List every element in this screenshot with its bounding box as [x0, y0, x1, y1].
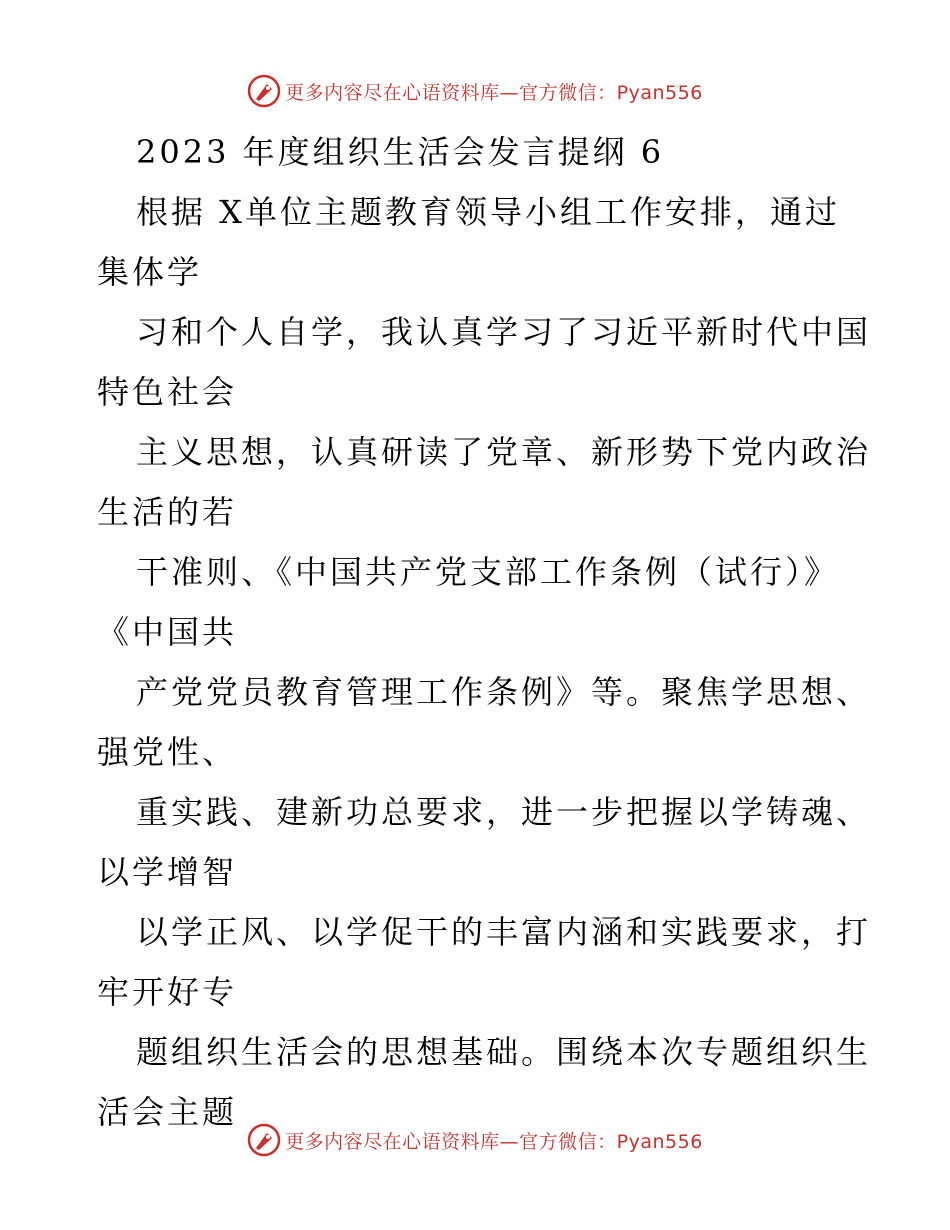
doc-line: 主义思想，认真研读了党章、新形势下党内政治 [136, 433, 872, 471]
document-body [0, 122, 950, 1142]
doc-line: 干准则、《中国共产党支部工作条例（试行）》 [136, 553, 840, 591]
doc-line: 特色社会 [97, 373, 238, 411]
watermark-text: 更多内容尽在心语资料库—官方微信：Pyan556 [285, 81, 703, 104]
doc-line: 习和个人自学，我认真学习了习近平新时代中国 [136, 313, 872, 351]
footer-watermark [0, 1120, 950, 1160]
header-watermark [0, 71, 950, 111]
pen-nib-logo-icon [247, 1123, 281, 1157]
doc-line: 产党党员教育管理工作条例》等。聚焦学思想、 [136, 673, 872, 711]
doc-line: 题组织生活会的思想基础。围绕本次专题组织生 [136, 1033, 872, 1071]
doc-line: 重实践、建新功总要求，进一步把握以学铸魂、 [136, 793, 872, 831]
doc-line: 2023 年度组织生活会发言提纲 6 [136, 133, 665, 171]
doc-line: 活会主题 [97, 1093, 238, 1131]
pen-nib-logo-icon [247, 74, 281, 108]
doc-line: 集体学 [97, 253, 203, 291]
doc-line: 《中国共 [97, 613, 238, 651]
doc-line: 根据 X单位主题教育领导小组工作安排，通过 [136, 193, 840, 231]
doc-line: 牢开好专 [97, 973, 238, 1011]
doc-line: 生活的若 [97, 493, 238, 531]
watermark-text: 更多内容尽在心语资料库—官方微信：Pyan556 [285, 1130, 703, 1153]
doc-line: 以学正风、以学促干的丰富内涵和实践要求，打 [136, 913, 872, 951]
doc-line: 以学增智 [97, 853, 238, 891]
doc-line: 强党性、 [97, 733, 238, 771]
